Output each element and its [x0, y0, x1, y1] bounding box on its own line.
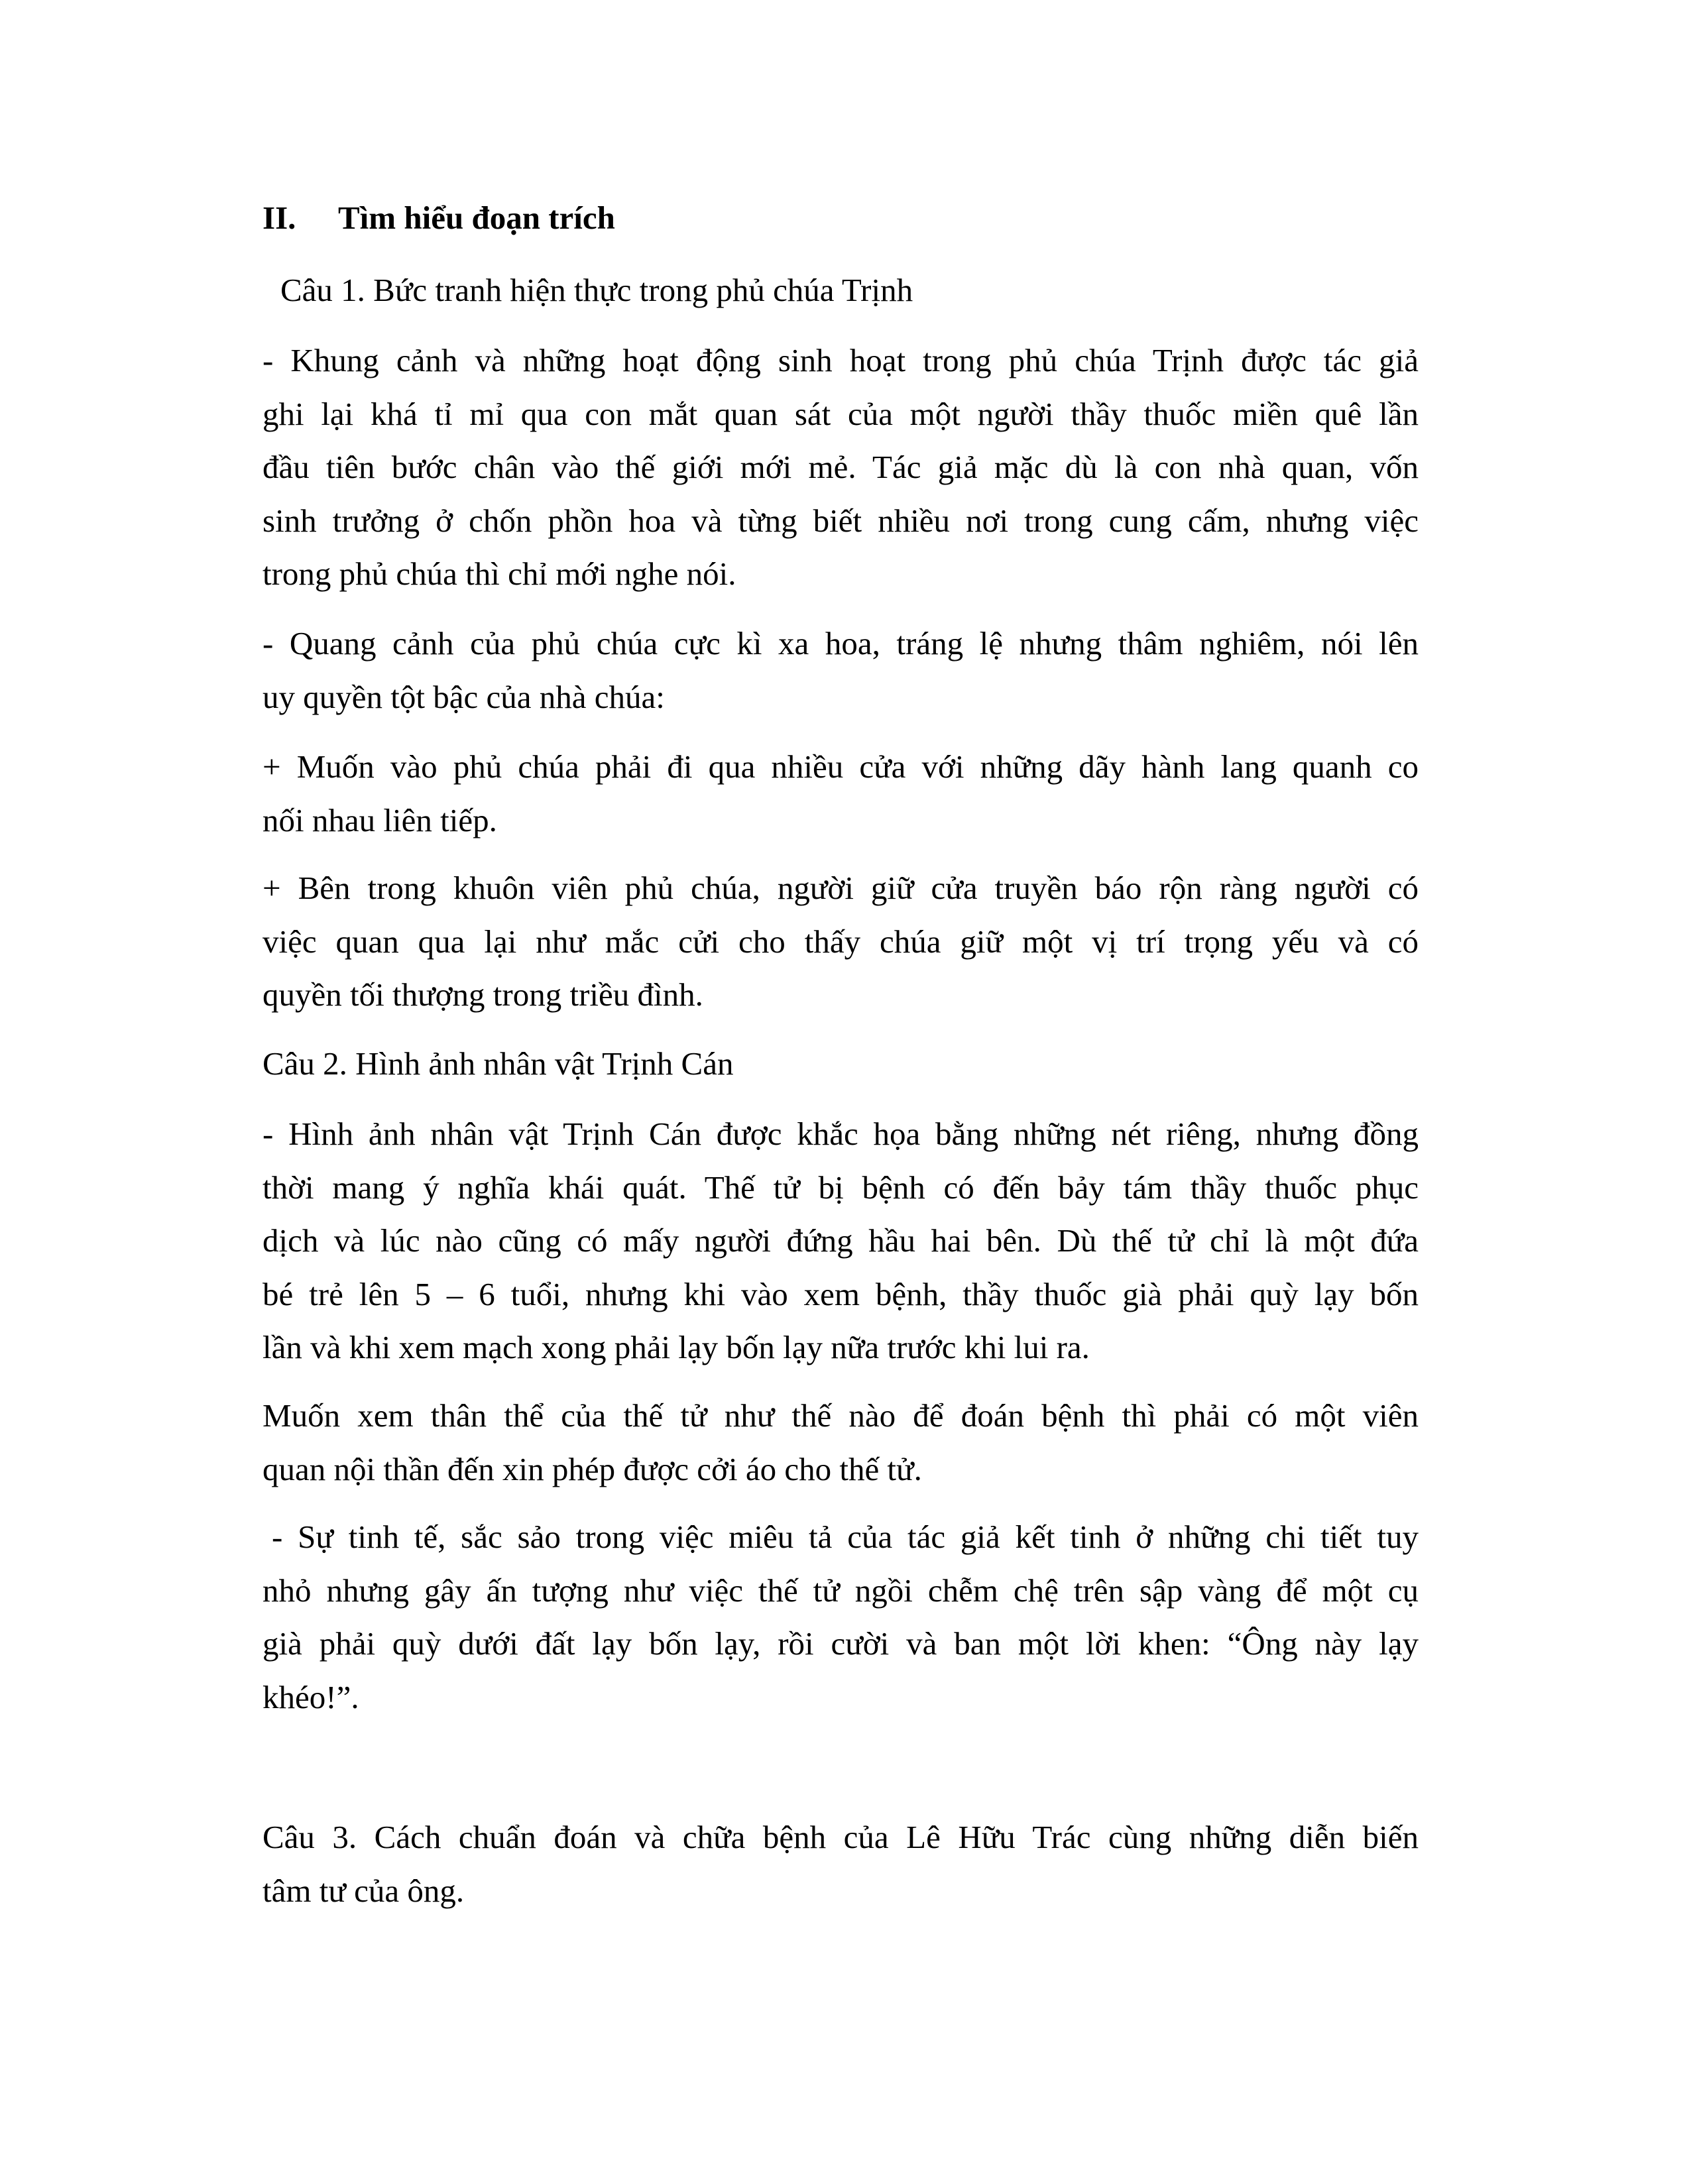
text-line: - Quang cảnh của phủ chúa cực kì xa hoa, tráng lệ nhưng thâm nghiêm, nói lên — [262, 625, 1419, 661]
text-line: ghi lại khá tỉ mỉ qua con mắt quan sát của một người thầy thuốc miền quê lần — [262, 395, 1419, 432]
text-line: uy quyền tột bậc của nhà chúa: — [262, 678, 665, 715]
text-line: quyền tối thượng trong triều đình. — [262, 976, 703, 1013]
text-line: dịch và lúc nào cũng có mấy người đứng hầu hai bên. Dù thế tử chỉ là một đứa — [262, 1222, 1419, 1259]
text-line: lần và khi xem mạch xong phải lạy bốn lạy nữa trước khi lui ra. — [262, 1329, 1090, 1365]
section-title: Tìm hiểu đoạn trích — [338, 200, 615, 236]
section-number: II. — [262, 200, 296, 236]
text-line: việc quan qua lại như mắc cửi cho thấy chúa giữ một vị trí trọng yếu và có — [262, 923, 1419, 960]
text-line: - Sự tinh tế, sắc sảo trong việc miêu tả của tác giả kết tinh ở những chi tiết tuy — [272, 1519, 1419, 1555]
text-line: Câu 3. Cách chuẩn đoán và chữa bệnh của Lê Hữu Trác cùng những diễn biến — [262, 1819, 1419, 1855]
paragraph — [262, 740, 1419, 847]
text-line: - Khung cảnh và những hoạt động sinh hoạt trong phủ chúa Trịnh được tác giả — [262, 342, 1419, 378]
text-line: thời mang ý nghĩa khái quát. Thế tử bị bệnh có đến bảy tám thầy thuốc phục — [262, 1169, 1419, 1206]
text-line: bé trẻ lên 5 – 6 tuổi, nhưng khi vào xem bệnh, thầy thuốc già phải quỳ lạy bốn — [262, 1275, 1419, 1312]
text-line: sinh trưởng ở chốn phồn hoa và từng biết nhiều nơi trong cung cấm, nhưng việc — [262, 502, 1419, 539]
question-1-title — [280, 264, 1436, 317]
text-line: - Hình ảnh nhân vật Trịnh Cán được khắc họa bằng những nét riêng, nhưng đồng — [262, 1116, 1419, 1152]
text-line: trong phủ chúa thì chỉ mới nghe nói. — [262, 555, 736, 592]
paragraph — [262, 1389, 1419, 1496]
text-line: nối nhau liên tiếp. — [262, 801, 497, 838]
paragraph — [262, 617, 1419, 724]
paragraph — [262, 862, 1419, 1022]
text-line: già phải quỳ dưới đất lạy bốn lạy, rồi cười và ban một lời khen: “Ông này lạy — [262, 1625, 1419, 1662]
text-line: tâm tư của ông. — [262, 1872, 465, 1909]
text-line: Muốn xem thân thể của thế tử như thế nào để đoán bệnh thì phải có một viên — [262, 1397, 1419, 1434]
question-3-paragraph — [262, 1811, 1419, 1918]
text-line: Câu 1. Bức tranh hiện thực trong phủ chúa Trịnh — [280, 272, 913, 308]
question-2-title — [262, 1037, 1419, 1091]
text-line: + Muốn vào phủ chúa phải đi qua nhiều cửa với những dãy hành lang quanh co — [262, 748, 1419, 785]
paragraph — [262, 334, 1419, 601]
text-line: nhỏ nhưng gây ấn tượng như việc thế tử ngồi chễm chệ trên sập vàng để một cụ — [262, 1572, 1419, 1609]
text-line: quan nội thần đến xin phép được cởi áo cho thế tử. — [262, 1450, 922, 1487]
text-line: đầu tiên bước chân vào thế giới mới mẻ. Tác giả mặc dù là con nhà quan, vốn — [262, 449, 1419, 485]
text-line: khéo!”. — [262, 1678, 359, 1715]
text-line: + Bên trong khuôn viên phủ chúa, người giữ cửa truyền báo rộn ràng người có — [262, 870, 1419, 906]
paragraph — [262, 1108, 1419, 1375]
text-line: Câu 2. Hình ảnh nhân vật Trịnh Cán — [262, 1045, 734, 1082]
paragraph — [262, 1511, 1419, 1724]
section-heading — [262, 192, 1419, 245]
